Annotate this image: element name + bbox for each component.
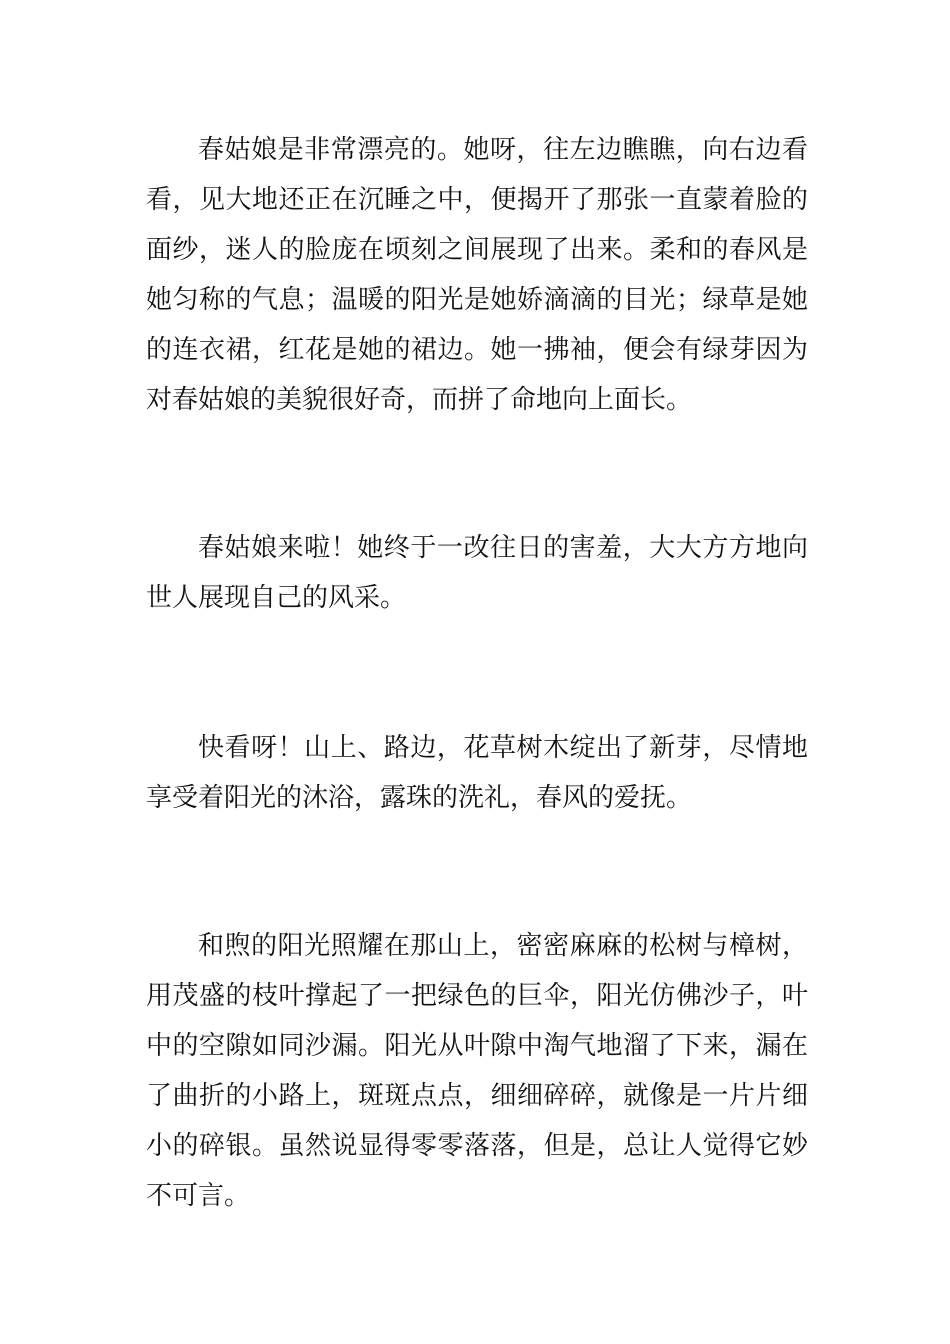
paragraph-1: 春姑娘是非常漂亮的。她呀，往左边瞧瞧，向右边看看，见大地还正在沉睡之中，便揭开了那张一直蒙着脸的面纱，迷人的脸庞在顷刻之间展现了出来。柔和的春风是她匀称的气息；温暖的阳光是她娇滴滴的目光；绿草是她的连衣裙，红花是她的裙边。她一拂袖，便会有绿芽因为对春姑娘的美貌很好奇，而拼了命地向上面长。 bbox=[146, 135, 808, 415]
paragraph-4: 和煦的阳光照耀在那山上，密密麻麻的松树与樟树，用茂盛的枝叶撑起了一把绿色的巨伞，阳光仿佛沙子，叶中的空隙如同沙漏。阳光从叶隙中淘气地溜了下来，漏在了曲折的小路上，斑斑点点，细细碎碎，就像是一片片细小的碎银。虽然说显得零零落落，但是，总让人觉得它妙不可言。 bbox=[146, 931, 808, 1211]
paragraph-2: 春姑娘来啦！她终于一改往日的害羞，大大方方地向世人展现自己的风采。 bbox=[146, 533, 808, 613]
paragraph-3: 快看呀！山上、路边，花草树木绽出了新芽，尽情地享受着阳光的沐浴，露珠的洗礼，春风的爱抚。 bbox=[146, 733, 808, 813]
